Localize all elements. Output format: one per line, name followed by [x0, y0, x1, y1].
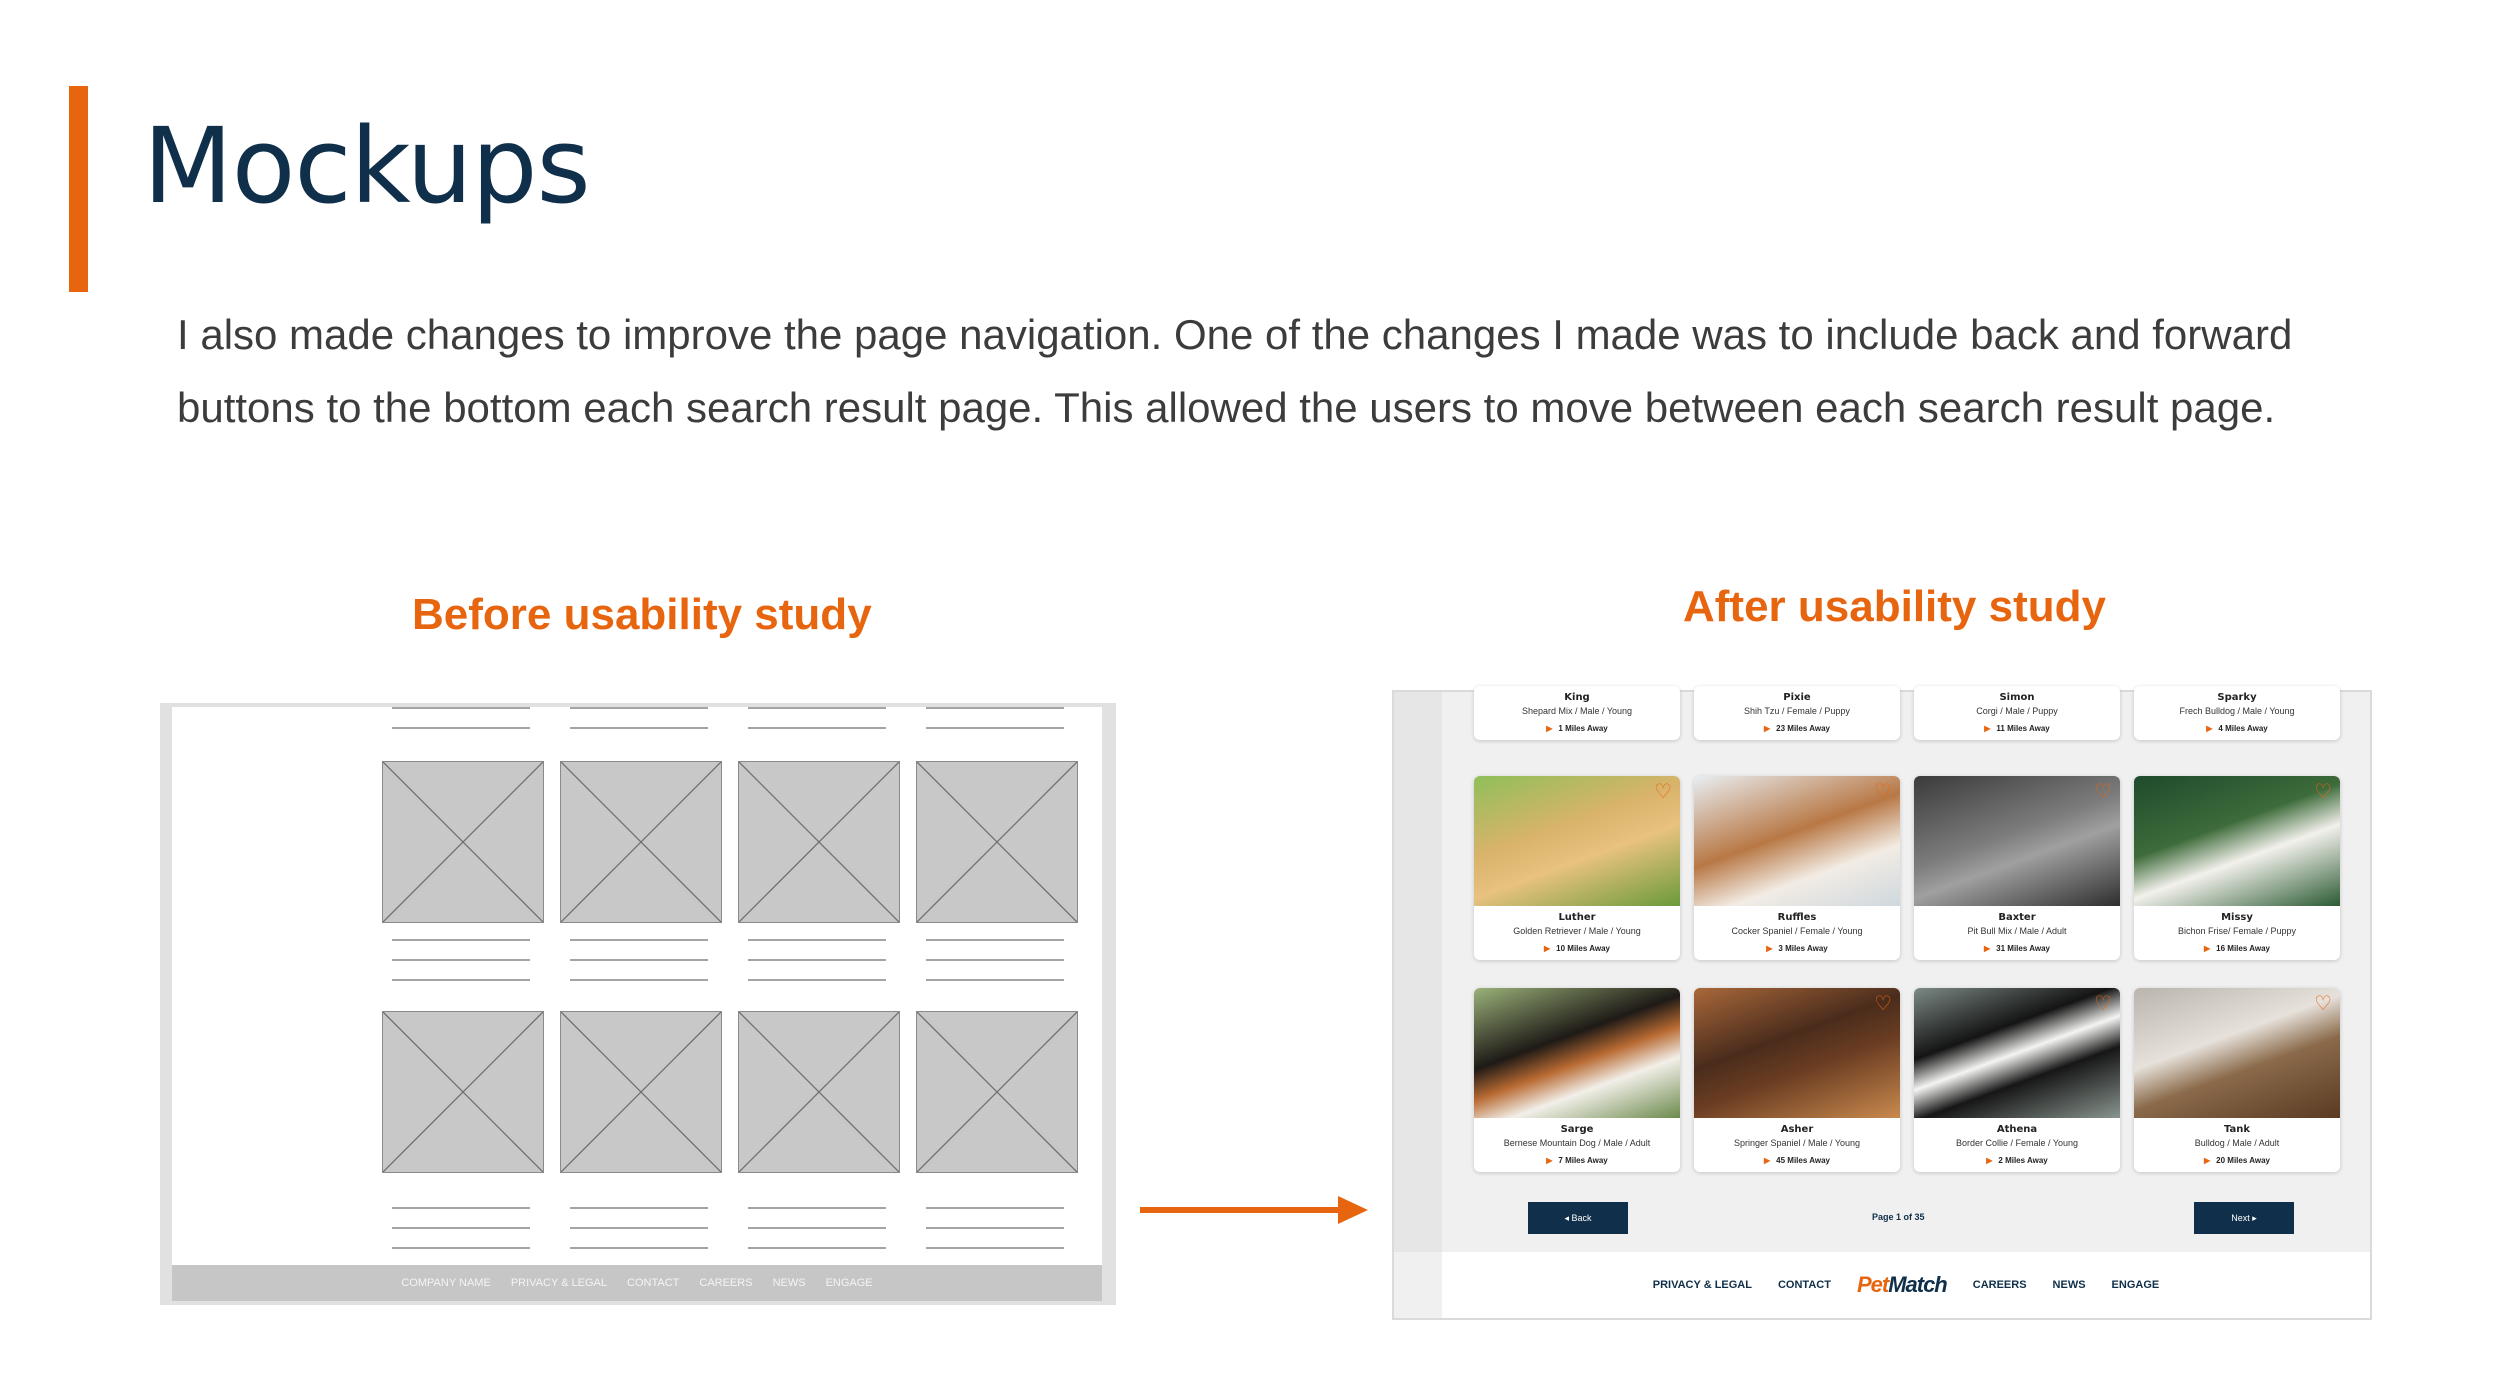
pet-photo [1694, 988, 1900, 1118]
pet-name: Pixie [1783, 692, 1811, 703]
wireframe-text-line [392, 959, 530, 961]
pet-desc: Bernese Mountain Dog / Male / Adult [1503, 1138, 1651, 1148]
pet-photo [1914, 988, 2120, 1118]
location-icon: ▶ [1764, 1156, 1771, 1165]
wireframe-text-line [570, 1227, 708, 1229]
pet-photo [1914, 776, 2120, 906]
image-placeholder [738, 761, 900, 923]
wireframe-text-line [748, 1227, 886, 1229]
pet-distance: 10 Miles Away [1556, 944, 1610, 953]
pet-photo [1474, 776, 1680, 906]
footer-engage-link[interactable]: ENGAGE [2111, 1279, 2160, 1291]
pet-card[interactable] [1694, 776, 1900, 960]
pet-distance: 11 Miles Away [1996, 724, 2050, 733]
wireframe-text-line [748, 727, 886, 729]
page-indicator: Page 1 of 35 [1872, 1212, 1925, 1222]
location-icon: ▶ [2204, 944, 2211, 953]
pet-name: Sparky [2217, 692, 2257, 703]
wf-footer-company[interactable]: COMPANY NAME [401, 1277, 491, 1289]
pet-distance: 16 Miles Away [2216, 944, 2270, 953]
location-icon: ▶ [1544, 944, 1551, 953]
wireframe-text-line [926, 979, 1064, 981]
wireframe-text-line [926, 1207, 1064, 1209]
pet-card[interactable] [2134, 686, 2340, 740]
pet-desc: Springer Spaniel / Male / Young [1733, 1138, 1861, 1148]
pet-desc: Corgi / Male / Puppy [1976, 706, 2058, 716]
before-caption: Before usability study [412, 590, 872, 639]
pet-card[interactable] [1914, 988, 2120, 1172]
pet-card[interactable] [1694, 988, 1900, 1172]
heart-icon[interactable]: ♡ [2094, 993, 2112, 1015]
wf-footer-engage[interactable]: ENGAGE [825, 1277, 873, 1289]
wireframe-text-line [926, 939, 1064, 941]
pet-name: Missy [2221, 912, 2253, 923]
heart-icon[interactable]: ♡ [2314, 993, 2332, 1015]
image-placeholder [738, 1011, 900, 1173]
wireframe-canvas [172, 707, 1102, 1265]
wireframe-text-line [570, 939, 708, 941]
footer-contact-link[interactable]: CONTACT [1777, 1279, 1831, 1291]
image-placeholder [382, 1011, 544, 1173]
pet-photo [1694, 776, 1900, 906]
wireframe-footer [172, 1265, 1102, 1301]
pet-distance: 45 Miles Away [1776, 1156, 1830, 1165]
pet-desc: Bichon Frise/ Female / Puppy [2177, 926, 2297, 936]
pet-photo [2134, 988, 2340, 1118]
wf-footer-news[interactable]: NEWS [772, 1277, 806, 1289]
image-placeholder [560, 1011, 722, 1173]
pet-distance: 7 Miles Away [1558, 1156, 1608, 1165]
pet-card[interactable] [1474, 988, 1680, 1172]
back-button[interactable]: ◂ Back [1528, 1202, 1628, 1234]
wireframe-text-line [926, 1227, 1064, 1229]
wireframe-text-line [570, 1247, 708, 1249]
pet-card[interactable] [1694, 686, 1900, 740]
wireframe-text-line [926, 1247, 1064, 1249]
wireframe-text-line [748, 707, 886, 709]
wireframe-text-line [392, 707, 530, 709]
heart-icon[interactable]: ♡ [1874, 993, 1892, 1015]
site-footer [1442, 1252, 2370, 1318]
pet-desc: Bulldog / Male / Adult [2194, 1138, 2280, 1148]
wf-footer-contact[interactable]: CONTACT [627, 1277, 680, 1289]
pet-distance: 3 Miles Away [1778, 944, 1828, 953]
wireframe-text-line [392, 939, 530, 941]
pet-name: King [1564, 692, 1590, 703]
wireframe-text-line [392, 1247, 530, 1249]
pet-distance: 31 Miles Away [1996, 944, 2050, 953]
location-icon: ▶ [1984, 944, 1991, 953]
pet-name: Sarge [1560, 1124, 1594, 1135]
pet-name: Baxter [1998, 912, 2036, 923]
location-icon: ▶ [1546, 724, 1553, 733]
pet-name: Luther [1558, 912, 1596, 923]
wireframe-text-line [392, 1227, 530, 1229]
pet-photo [1474, 988, 1680, 1118]
wireframe-text-line [748, 939, 886, 941]
wf-footer-privacy[interactable]: PRIVACY & LEGAL [510, 1277, 608, 1289]
pet-name: Simon [1999, 692, 2035, 703]
location-icon: ▶ [1984, 724, 1991, 733]
before-wireframe [160, 703, 1116, 1305]
mockup-left-strip [1394, 692, 1442, 1252]
page-title: Mockups [143, 105, 590, 227]
location-icon: ▶ [1546, 1156, 1553, 1165]
pet-desc: Shepard Mix / Male / Young [1521, 706, 1633, 716]
wireframe-text-line [392, 1207, 530, 1209]
pet-distance: 23 Miles Away [1776, 724, 1830, 733]
pet-desc: Pit Bull Mix / Male / Adult [1967, 926, 2067, 936]
pet-card[interactable] [1914, 776, 2120, 960]
heart-icon[interactable]: ♡ [1654, 781, 1672, 803]
wireframe-text-line [392, 979, 530, 981]
after-caption: After usability study [1683, 582, 2106, 631]
wireframe-text-line [570, 707, 708, 709]
location-icon: ▶ [2204, 1156, 2211, 1165]
heart-icon[interactable]: ♡ [1874, 781, 1892, 803]
wireframe-text-line [926, 959, 1064, 961]
pet-card[interactable] [1914, 686, 2120, 740]
accent-bar [69, 86, 88, 292]
location-icon: ▶ [1766, 944, 1773, 953]
wireframe-text-line [570, 959, 708, 961]
wireframe-text-line [570, 979, 708, 981]
footer-careers-link[interactable]: CAREERS [1972, 1279, 2027, 1291]
pet-desc: Shih Tzu / Female / Puppy [1744, 706, 1850, 716]
wf-footer-careers[interactable]: CAREERS [699, 1277, 753, 1289]
wireframe-text-line [748, 979, 886, 981]
pet-name: Tank [2223, 1124, 2251, 1135]
pet-desc: Golden Retriever / Male / Young [1513, 926, 1641, 936]
pet-desc: Cocker Spaniel / Female / Young [1731, 926, 1863, 936]
pet-distance: 1 Miles Away [1558, 724, 1608, 733]
pet-desc: Frech Bulldog / Male / Young [2179, 706, 2295, 716]
next-button[interactable]: Next ▸ [2194, 1202, 2294, 1234]
wireframe-text-line [926, 707, 1064, 709]
wireframe-text-line [748, 959, 886, 961]
image-placeholder [560, 761, 722, 923]
pet-card[interactable] [1474, 776, 1680, 960]
heart-icon[interactable]: ♡ [2094, 781, 2112, 803]
pet-name: Athena [1996, 1124, 2038, 1135]
image-placeholder [382, 761, 544, 923]
wireframe-text-line [392, 727, 530, 729]
petmatch-logo[interactable]: PetMatch [1856, 1272, 1947, 1297]
footer-news-link[interactable]: NEWS [2052, 1279, 2086, 1291]
heart-icon[interactable]: ♡ [2314, 781, 2332, 803]
location-icon: ▶ [1764, 724, 1771, 733]
pet-card[interactable] [2134, 776, 2340, 960]
wireframe-text-line [570, 1207, 708, 1209]
pet-desc: Border Collie / Female / Young [1955, 1138, 2079, 1148]
location-icon: ▶ [2206, 724, 2213, 733]
image-placeholder [916, 1011, 1078, 1173]
footer-privacy-link[interactable]: PRIVACY & LEGAL [1652, 1279, 1752, 1291]
description-text: I also made changes to improve the page navigation. One of the changes I made was to include back and forward buttons to the bottom each search result page. This allowed the users to move between each search result page. [177, 311, 2293, 431]
pet-card[interactable] [2134, 988, 2340, 1172]
pet-photo [2134, 776, 2340, 906]
location-icon: ▶ [1986, 1156, 1993, 1165]
after-mockup [1392, 690, 2372, 1320]
wireframe-text-line [926, 727, 1064, 729]
pet-name: Asher [1780, 1124, 1814, 1135]
pet-distance: 2 Miles Away [1998, 1156, 2048, 1165]
image-placeholder [916, 761, 1078, 923]
pet-card[interactable] [1474, 686, 1680, 740]
wireframe-text-line [748, 1207, 886, 1209]
pet-distance: 4 Miles Away [2218, 724, 2268, 733]
pet-name: Ruffles [1777, 912, 1817, 923]
pet-distance: 20 Miles Away [2216, 1156, 2270, 1165]
wireframe-text-line [748, 1247, 886, 1249]
wireframe-text-line [570, 727, 708, 729]
right-arrow-icon [1140, 1192, 1370, 1228]
